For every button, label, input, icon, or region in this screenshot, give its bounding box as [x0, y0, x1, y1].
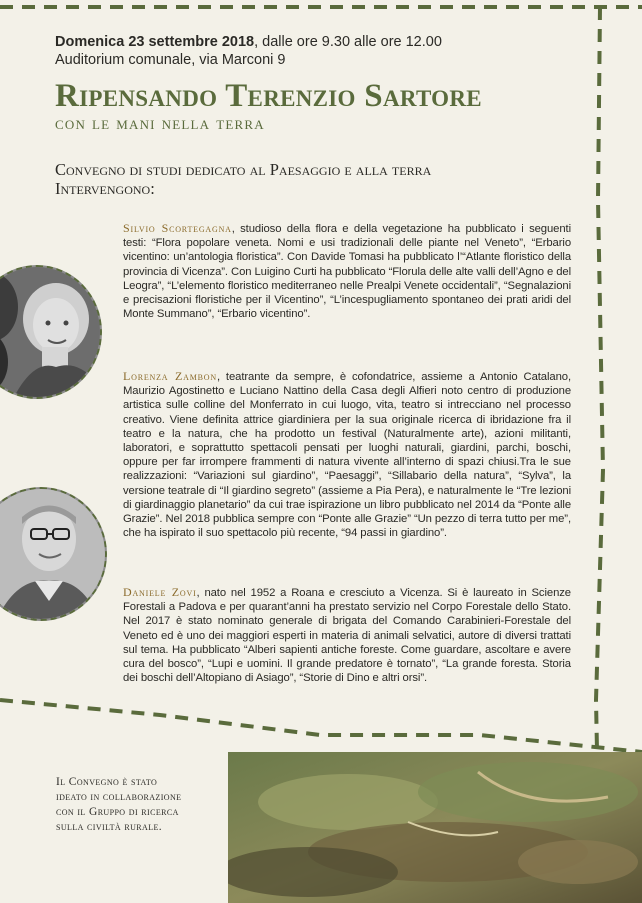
portrait-man-image	[0, 489, 105, 619]
event-header	[55, 33, 615, 134]
page-subtitle: con le mani nella terra	[55, 113, 265, 134]
speaker-portrait	[0, 265, 102, 399]
speaker-bio	[123, 221, 571, 321]
footer-note	[56, 775, 181, 835]
portrait-woman-image	[0, 267, 100, 397]
speaker-name: Silvio Scortegagna	[123, 221, 232, 235]
intro-line: Intervengono:	[55, 179, 155, 198]
speaker-name: Lorenza Zambon	[123, 369, 217, 383]
footer-line: sulla civiltà rurale.	[56, 821, 163, 833]
intro	[55, 160, 431, 198]
event-venue: Auditorium comunale, via Marconi 9	[55, 52, 286, 68]
footer-line: ideato in collaborazione	[56, 791, 182, 803]
speaker-text: , studioso della flora e della vegetazione ha pubblicato i seguenti testi: “Flora popolare veneta. Nomi e usi tradizionali delle piante nel Veneto”, “Erbario vicentino: un’antologia floristica”. Con Davide Tomasi ha pubblicato l’“Atlante floristico della provincia di Vicenza”. Con Luigino Curti ha pubblicato “Florula delle alte valli dell’Agno e del Leogra”, “L’elemento floristico mediterraneo nelle Prealpi Venete occidentali”, “Segnalazioni e precisazioni floristiche per il Vicentino”, “L’incespugliamento spontaneo dei prati aridi del Monte Summano”, “Erbario vicentino”.	[123, 223, 571, 321]
event-date: Domenica 23 settembre 2018	[55, 34, 255, 50]
speaker-bio	[123, 369, 571, 540]
speaker-text: , teatrante da sempre, è cofondatrice, assieme a Antonio Catalano, Maurizio Agostinetto e Luciano Nattino della Casa degli Alfieri noto centro di produzione artistica sulle colline del Monferrato in cui luogo, vita, teatro si intrecciano nel processo creativo. Viene definita attrice giardiniera per la sua originale ricerca di ibridazione fra il teatro e la natura, che ha prodotto un festival (Naturalmente arte), azioni militanti, laboratori, e soprattutto spettacoli pensati per luoghi naturali, giardini, parchi, boschi, oppure per far irrompere frammenti di natura vivente all’interno di spazi chiusi.Tra le sue realizzazioni: “Variazioni sul giardino”, “Paesaggi”, “Sillabario della natura”, “Sylva”, la versione teatrale di “Il giardino segreto” (assieme a Pia Pera), e naturalmente le “Tre lezioni di giardinaggio planetario” da cui trae ispirazione un libro pubblicato nel 2014 da “Ponte alle Grazie”. Nel 2018 pubblica sempre con “Ponte alle Grazie” “Un pezzo di terra tutto per me”, che ha ispirato il suo spettacolo più recente, “94 passi in giardino”.	[123, 371, 571, 540]
speaker-text: , nato nel 1952 a Roana e cresciuto a Vicenza. Si è laureato in Scienze Forestali a Padova e per quarant’anni ha prestato servizio nel Corpo Forestale dello Stato. Nel 2017 è stato nominato generale di brigata del Comando Carabinieri-Forestale del Veneto ed è uno dei maggiori esperti in materia di animali selvatici, autore di diversi trattati sul tema. Ha pubblicato “Alberi sapienti antiche foreste. Come guardare, ascoltare e avere cura del bosco”, “Lupi e uomini. Il grande predatore è tornato”, “La grande foresta. Storia dei boschi dell’Altopiano di Asiago”, “Storie di Dino e altri orsi”.	[123, 587, 571, 685]
speaker-name: Daniele Zovi	[123, 585, 197, 599]
landscape-painting-image	[228, 752, 642, 903]
footer-line: con il Gruppo di ricerca	[56, 806, 179, 818]
intro-line: Convegno di studi dedicato al Paesaggio e alla terra	[55, 160, 432, 179]
event-time: , dalle ore 9.30 alle ore 12.00	[254, 34, 442, 50]
page-title: Ripensando Terenzio Sartore	[55, 78, 482, 114]
footer-line: Il Convegno è stato	[56, 776, 158, 788]
event-date-line	[55, 33, 615, 51]
speaker-bio	[123, 585, 571, 685]
speaker-portrait	[0, 487, 107, 621]
